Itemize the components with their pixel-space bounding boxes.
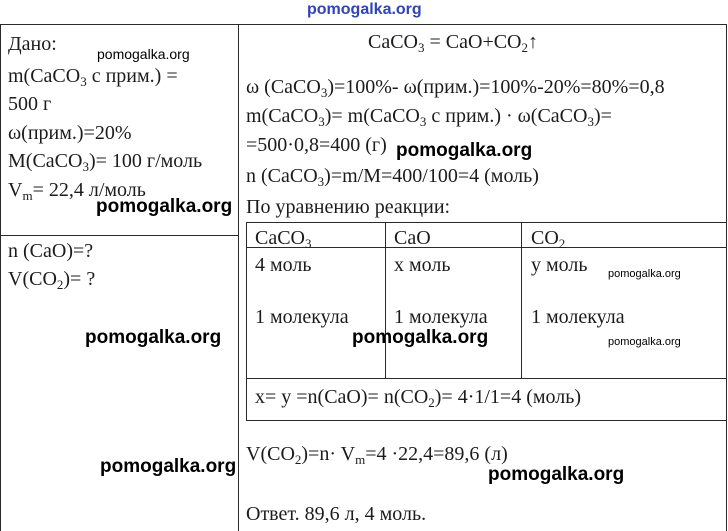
find-volume-co2: $V(CO_2)=$ ? bbox=[8, 268, 96, 292]
reaction-equation: CaCO$_3$ = $CaO+CO_2↑$ bbox=[368, 31, 539, 55]
mass-fraction-line: ω (CaCO$_3$)=100%- ω(прим.)=100%-20%=80%=0,8 bbox=[246, 76, 665, 100]
pure-mass-result: =500·0,8=400 (г) bbox=[246, 134, 387, 156]
watermark: pomogalka.org bbox=[608, 268, 681, 280]
given-heading: Дано: bbox=[8, 33, 57, 55]
inner-table-top bbox=[246, 222, 727, 223]
inner-col-divider-2 bbox=[521, 222, 522, 378]
watermark: pomogalka.org bbox=[352, 327, 489, 348]
given-find-divider bbox=[0, 235, 239, 236]
inner-table-bottom bbox=[246, 420, 727, 421]
table-top-border bbox=[0, 24, 727, 25]
volume-co2-calculation: $V(CO_2)=n\cdot V_m=4 \cdot 22,4=89,6$ (л) bbox=[246, 443, 508, 467]
inner-left-border bbox=[246, 222, 247, 420]
watermark: pomogalka.org bbox=[608, 336, 681, 348]
header-caco3: CaCO$_3$ bbox=[255, 227, 312, 251]
watermark: pomogalka.org bbox=[488, 464, 625, 485]
inner-rows-bottom bbox=[246, 378, 727, 379]
given-molar-volume: $V_m= 22,4$ л/моль bbox=[8, 179, 146, 203]
watermark: pomogalka.org bbox=[100, 456, 237, 477]
inner-header-divider bbox=[246, 247, 727, 248]
answer-line: Ответ. 89,6 л, 4 моль. bbox=[246, 503, 427, 525]
moles-caco3: 4 моль bbox=[255, 254, 312, 276]
watermark: pomogalka.org bbox=[85, 327, 222, 348]
by-reaction-equation-label: По уравнению реакции: bbox=[246, 196, 451, 218]
moles-co2: у моль bbox=[531, 254, 588, 276]
inner-col-divider-1 bbox=[385, 222, 386, 378]
header-cao: CaO bbox=[394, 227, 431, 249]
given-mass-with-impurity: m(CaCO$_3$ с прим.) = bbox=[8, 65, 178, 89]
given-molar-mass: M(CaCO$_3$)= 100 г/моль bbox=[8, 150, 203, 174]
column-divider bbox=[238, 24, 239, 531]
pure-mass-formula: m(CaCO$_3$)= m(CaCO$_3$ с прим.) · ω(CaCO$_3$)= bbox=[246, 105, 612, 129]
moles-cao: х моль bbox=[394, 254, 451, 276]
amount-caco3-line: n (CaCO$_3$)=m/M=400/100=4 (моль) bbox=[246, 165, 539, 189]
watermark: pomogalka.org bbox=[396, 140, 533, 161]
table-left-border bbox=[0, 24, 1, 531]
given-impurity-fraction: ω(прим.)=20% bbox=[8, 122, 132, 144]
molecules-co2: 1 молекула bbox=[531, 306, 625, 328]
molecules-caco3: 1 молекула bbox=[255, 306, 349, 328]
watermark: pomogalka.org bbox=[97, 46, 190, 62]
xy-calculation: $x= y =n(CaO)= n(CO_2)= 4\cdot 1/1=4$ (моль) bbox=[255, 386, 582, 410]
molecules-cao: 1 молекула bbox=[394, 306, 488, 328]
given-mass-value: 500 г bbox=[8, 93, 52, 115]
table-right-border bbox=[726, 24, 727, 531]
watermark: pomogalka.org bbox=[96, 196, 233, 217]
top-watermark: pomogalka.org bbox=[307, 1, 422, 18]
find-amount-cao: n (CaO)=? bbox=[8, 240, 94, 262]
header-co2: $CO_2$ bbox=[531, 227, 566, 251]
